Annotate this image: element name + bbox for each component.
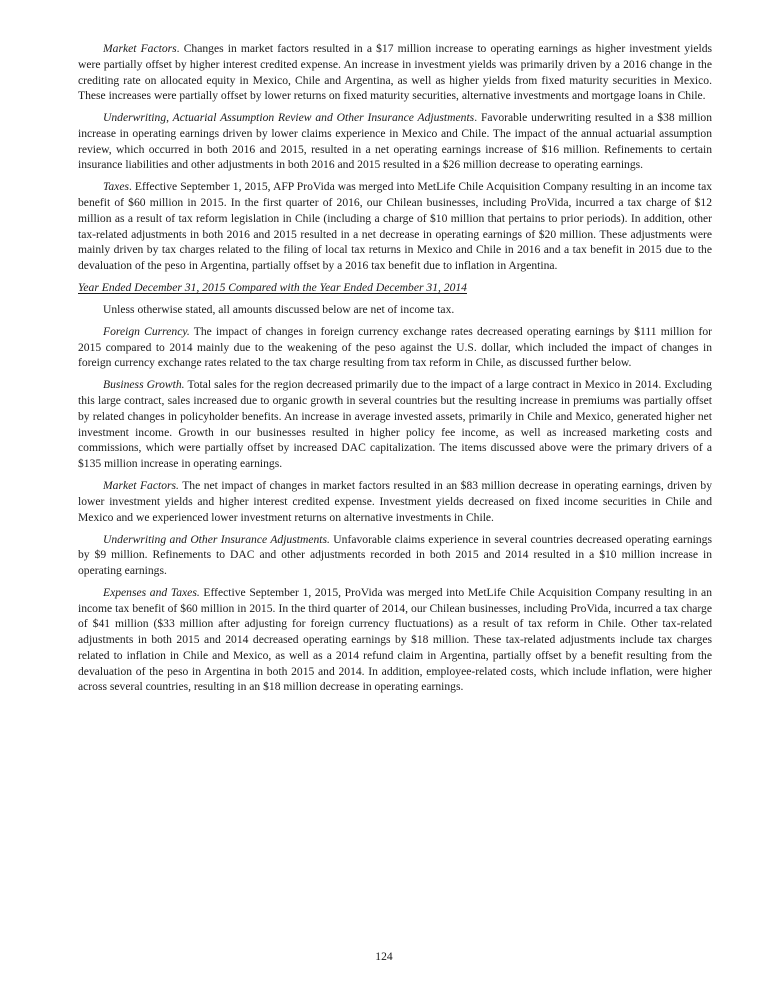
paragraph-underwriting-2015 bbox=[78, 532, 712, 579]
paragraph-underwriting-actuarial-2016: Underwriting, Actuarial Assumption Review and Other Insurance Adjustments. Favorable underwriting resulted in a $38 million increase in operating earnings driven by lower claims experience in Mexico and Chile. The impact of the annual actuarial assumption review, which occurred in both 2016 and 2015, resulted in a net operating earnings increase of $16 million. Refinements to certain insurance liabilities and other adjustments in both 2016 and 2015 resulted in a $26 million decrease to operating earnings. bbox=[78, 111, 713, 172]
paragraph-text: Effective September 1, 2015, ProVida was merged into MetLife Chile Acquisition Company resulting in an income tax benefit of $60 million in 2015. In the third quarter of 2014, our Chilean businesses, including ProVida, incurred a tax charge of $41 million ($33 million after adjusting for foreign currency fluctuations) as a result of tax reform in Chile. Other tax-related adjustments in both 2015 and 2014 decreased operating earnings by $18 million. These tax-related adjustments include tax charges related to inflation in Chile and Mexico, as well as a 2014 refund claim in Argentina, partially offset by a benefit resulting from the devaluation of the peso in Argentina in both 2015 and 2014. In addition, employee-related costs, which include inflation, were higher across several countries, resulting in an $18 million decrease in operating earnings. bbox=[78, 585, 712, 694]
paragraph-taxes-2016: Taxes. Effective September 1, 2015, AFP ProVida was merged into MetLife Chile Acquisition Company resulting in an income tax benefit of $60 million in 2015. In the first quarter of 2016, our Chilean businesses, including ProVida, incurred a tax charge of $12 million as a result of tax reform legislation in Chile (including a charge of $10 million that pertains to prior periods). In addition, other tax-related adjustments in both 2016 and 2015 resulted in a net decrease in operating earnings of $20 million. These adjustments were mainly driven by tax charges related to the filing of local tax returns in Mexico and Chile in 2016 and a tax benefit in 2015 due to the devaluation of the peso in Argentina, partially offset by a 2016 tax benefit due to inflation in Argentina. bbox=[78, 180, 713, 273]
document-body bbox=[78, 41, 712, 701]
paragraph-business-growth bbox=[78, 377, 712, 472]
paragraph-text: Total sales for the region decreased primarily due to the impact of a large contract in Mexico in 2014. Excluding this large contract, sales increased due to organic growth in several countries but the resulting increase in premiums was partially offset by related changes in policyholder benefits. An increase in average invested assets, primarily in Chile and Mexico, generated higher net investment income. Growth in our businesses resulted in higher policy fee income, as well as increased marketing costs and commissions, which were partially offset by increased DAC capitalization. The items discussed above were the primary drivers of a $135 million increase in operating earnings. bbox=[78, 378, 712, 471]
paragraph-market-factors-2016: Market Factors. Changes in market factors resulted in a $17 million increase to operating earnings as higher investment yields were partially offset by higher interest credited expense. An increase in investment yields was primarily driven by a 2016 change in the crediting rate on allocated equity in Mexico, Chile and Argentina, as well as higher yields from fixed maturity securities in Mexico. These increases were partially offset by lower returns on fixed maturity securities, alternative investments and mortgage loans in Chile. bbox=[78, 42, 712, 103]
paragraph-text: The impact of changes in foreign currency exchange rates decreased operating earnings by $111 million for 2015 compared to 2014 mainly due to the weakening of the peso against the U.S. dollar, which included the impact of changes in foreign currency exchange rates related to the tax charge resulting from tax reform in Chile, as discussed further below. bbox=[78, 324, 712, 370]
section-heading: Year Ended December 31, 2015 Compared with the Year Ended December 31, 2014 bbox=[78, 281, 467, 295]
paragraph-expenses-taxes-2015 bbox=[78, 585, 712, 695]
paragraph-lead: Business Growth. bbox=[103, 378, 185, 392]
paragraph-text: Effective September 1, 2015, AFP ProVida was merged into MetLife Chile Acquisition Company resulting in an income tax benefit of $60 million in 2015. In the first quarter of 2016, our Chilean businesses, including ProVida, incurred a tax charge of $12 million as a result of tax reform legislation in Chile (including a charge of $10 million that pertains to prior periods). In addition, other tax-related adjustments in both 2016 and 2015 resulted in a net decrease in operating earnings of $20 million. These adjustments were mainly driven by tax charges related to the filing of local tax returns in Mexico and Chile in 2016 and a tax benefit in 2015 due to the devaluation of the peso in Argentina, partially offset by a 2016 tax benefit due to inflation in Argentina. bbox=[78, 180, 713, 273]
paragraph-lead: Underwriting and Other Insurance Adjustments. bbox=[103, 532, 330, 546]
paragraph-text: The net impact of changes in market factors resulted in an $83 million decrease in operating earnings, driven by lower investment yields and higher interest credited expense. Investment yields decreased on fixed income securities in Chile and Mexico and we experienced lower investment returns on alternative investments in Chile. bbox=[78, 479, 712, 524]
paragraph-text: Changes in market factors resulted in a $17 million increase to operating earnings as higher investment yields were partially offset by higher interest credited expense. An increase in investment yields was primarily driven by a 2016 change in the crediting rate on allocated equity in Mexico, Chile and Argentina, as well as higher yields from fixed maturity securities in Mexico. These increases were partially offset by lower returns on fixed maturity securities, alternative investments and mortgage loans in Chile. bbox=[78, 42, 712, 103]
paragraph-lead: Market Factors. bbox=[103, 479, 179, 493]
paragraph-text: Favorable underwriting resulted in a $38 million increase in operating earnings driven by lower claims experience in Mexico and Chile. The impact of the annual actuarial assumption review, which occurred in both 2016 and 2015, resulted in a net operating earnings increase of $16 million. Refinements to certain insurance liabilities and other adjustments in both 2016 and 2015 resulted in a $26 million decrease to operating earnings. bbox=[78, 111, 713, 172]
paragraph-intro: Unless otherwise stated, all amounts discussed below are net of income tax. bbox=[103, 303, 455, 316]
paragraph-text: Unfavorable claims experience in several countries decreased operating earnings by $9 million. Refinements to DAC and other adjustments recorded in both 2015 and 2014 resulted in a $10 million increase in operating earnings. bbox=[78, 532, 712, 577]
paragraph-foreign-currency bbox=[78, 324, 712, 371]
paragraph-market-factors-2015 bbox=[78, 478, 712, 525]
paragraph-lead: Foreign Currency. bbox=[103, 324, 190, 338]
paragraph-lead: Market Factors bbox=[103, 42, 177, 55]
page-number: 124 bbox=[375, 950, 393, 963]
paragraph-lead: Taxes bbox=[103, 180, 129, 194]
paragraph-lead: Underwriting, Actuarial Assumption Review and Other Insurance Adjustments bbox=[103, 111, 475, 125]
paragraph-lead: Expenses and Taxes. bbox=[103, 585, 200, 599]
